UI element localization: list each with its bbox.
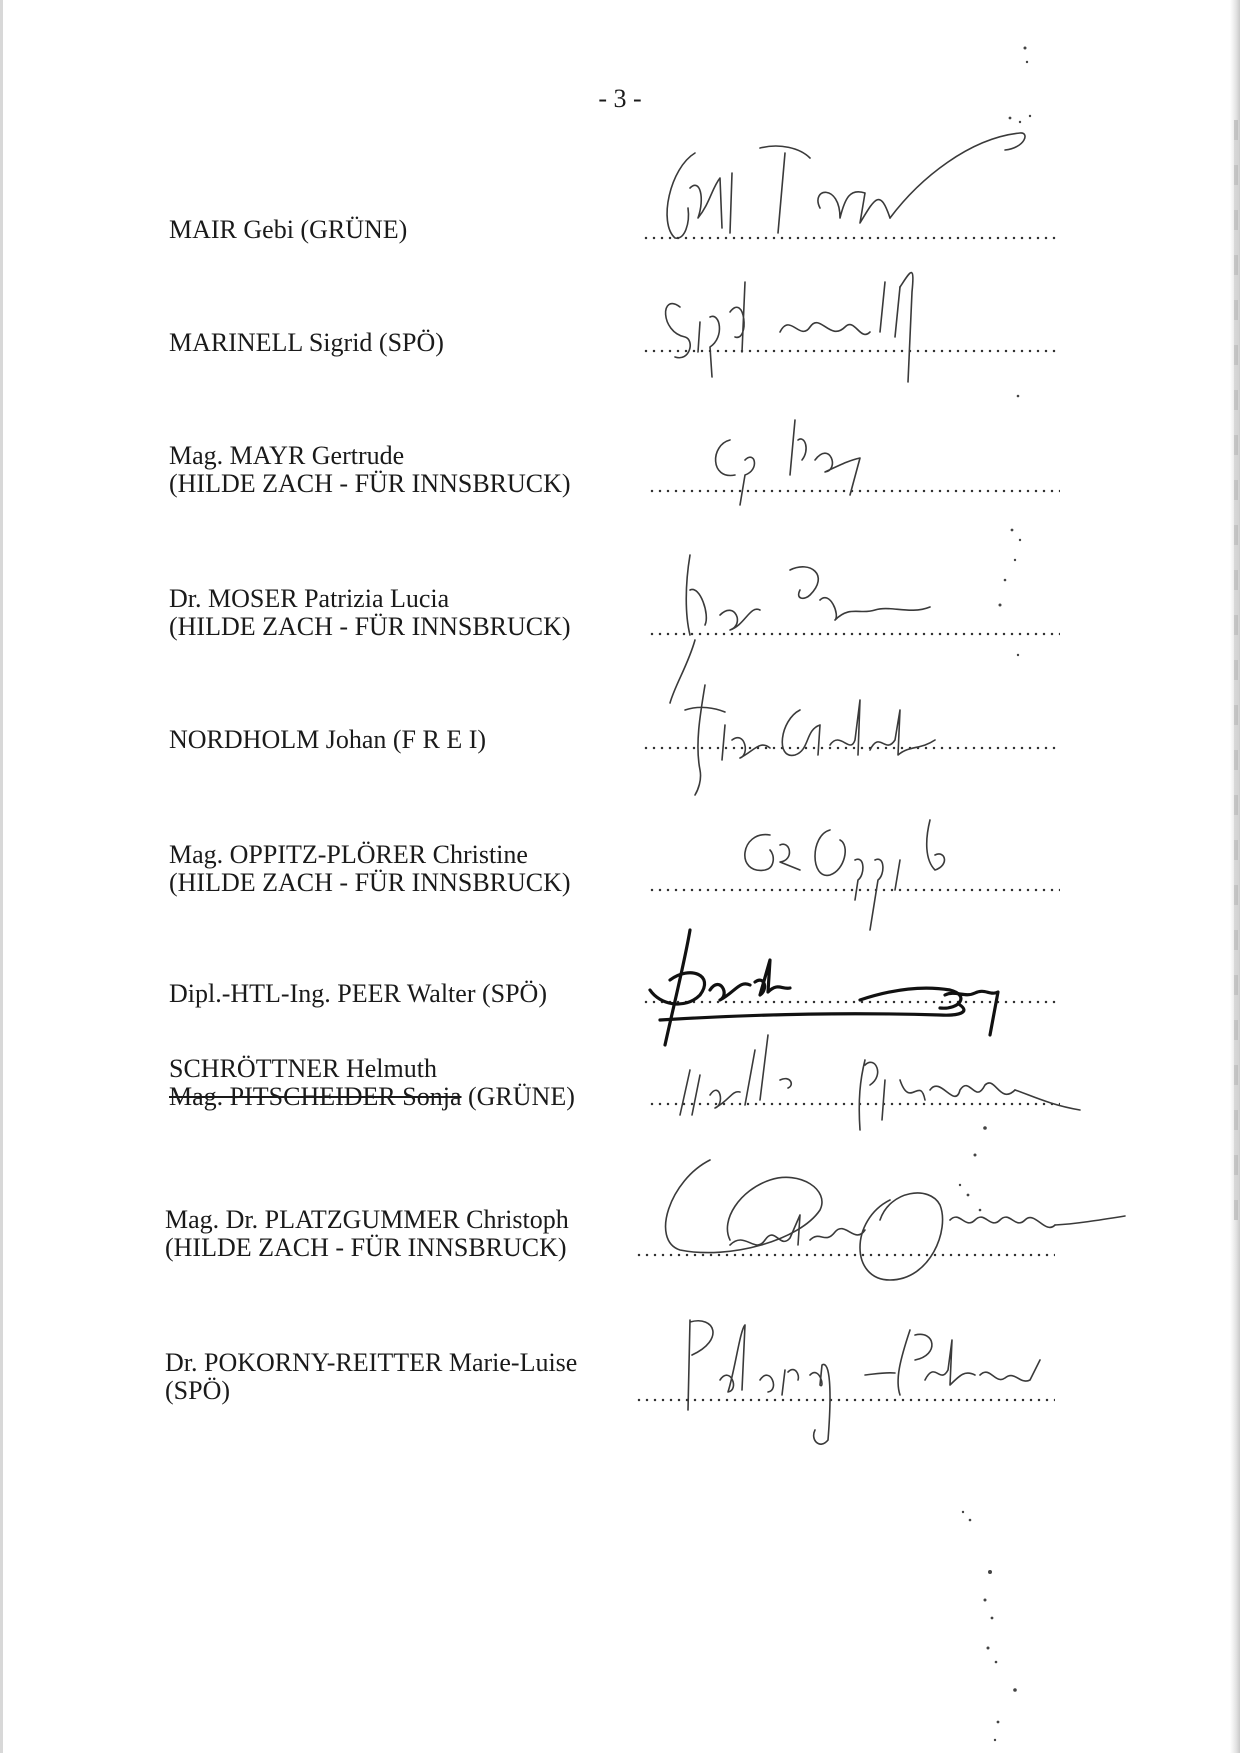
handwritten-signature (650, 262, 950, 392)
signatory-name: MAIR Gebi (GRÜNE) (169, 215, 408, 244)
signatory-name: MARINELL Sigrid (SPÖ) (169, 328, 444, 357)
handwritten-signature (650, 128, 1040, 248)
scan-edge-shadow (1234, 120, 1238, 1220)
signatory-name: Dr. MOSER Patrizia Lucia (HILDE ZACH - FÜR INNSBRUCK) (169, 584, 571, 641)
signatory-name: NORDHOLM Johan (F R E I) (169, 725, 487, 754)
signatory-name: Mag. MAYR Gertrude (HILDE ZACH - FÜR INNSBRUCK) (169, 441, 571, 498)
struck-name: Mag. PITSCHEIDER Sonja (169, 1082, 462, 1111)
signatory-name: Dr. POKORNY-REITTER Marie-Luise (SPÖ) (165, 1348, 578, 1405)
page-number: - 3 - (598, 84, 642, 113)
handwritten-signature (670, 1300, 1070, 1450)
handwritten-signature (670, 670, 940, 800)
handwritten-signature (700, 400, 880, 510)
scan-edge-left (0, 0, 3, 1753)
signatory-name: Dipl.-HTL-Ing. PEER Walter (SPÖ) (169, 979, 547, 1008)
handwritten-signature (650, 1120, 1130, 1320)
signatory-name: Mag. Dr. PLATZGUMMER Christoph (HILDE ZACH - FÜR INNSBRUCK) (165, 1205, 569, 1262)
signatory-name: SCHRÖTTNER Helmuth Mag. PITSCHEIDER Sonja (GRÜNE) (169, 1054, 575, 1111)
signatory-name: Mag. OPPITZ-PLÖRER Christine (HILDE ZACH - FÜR INNSBRUCK) (169, 840, 571, 897)
